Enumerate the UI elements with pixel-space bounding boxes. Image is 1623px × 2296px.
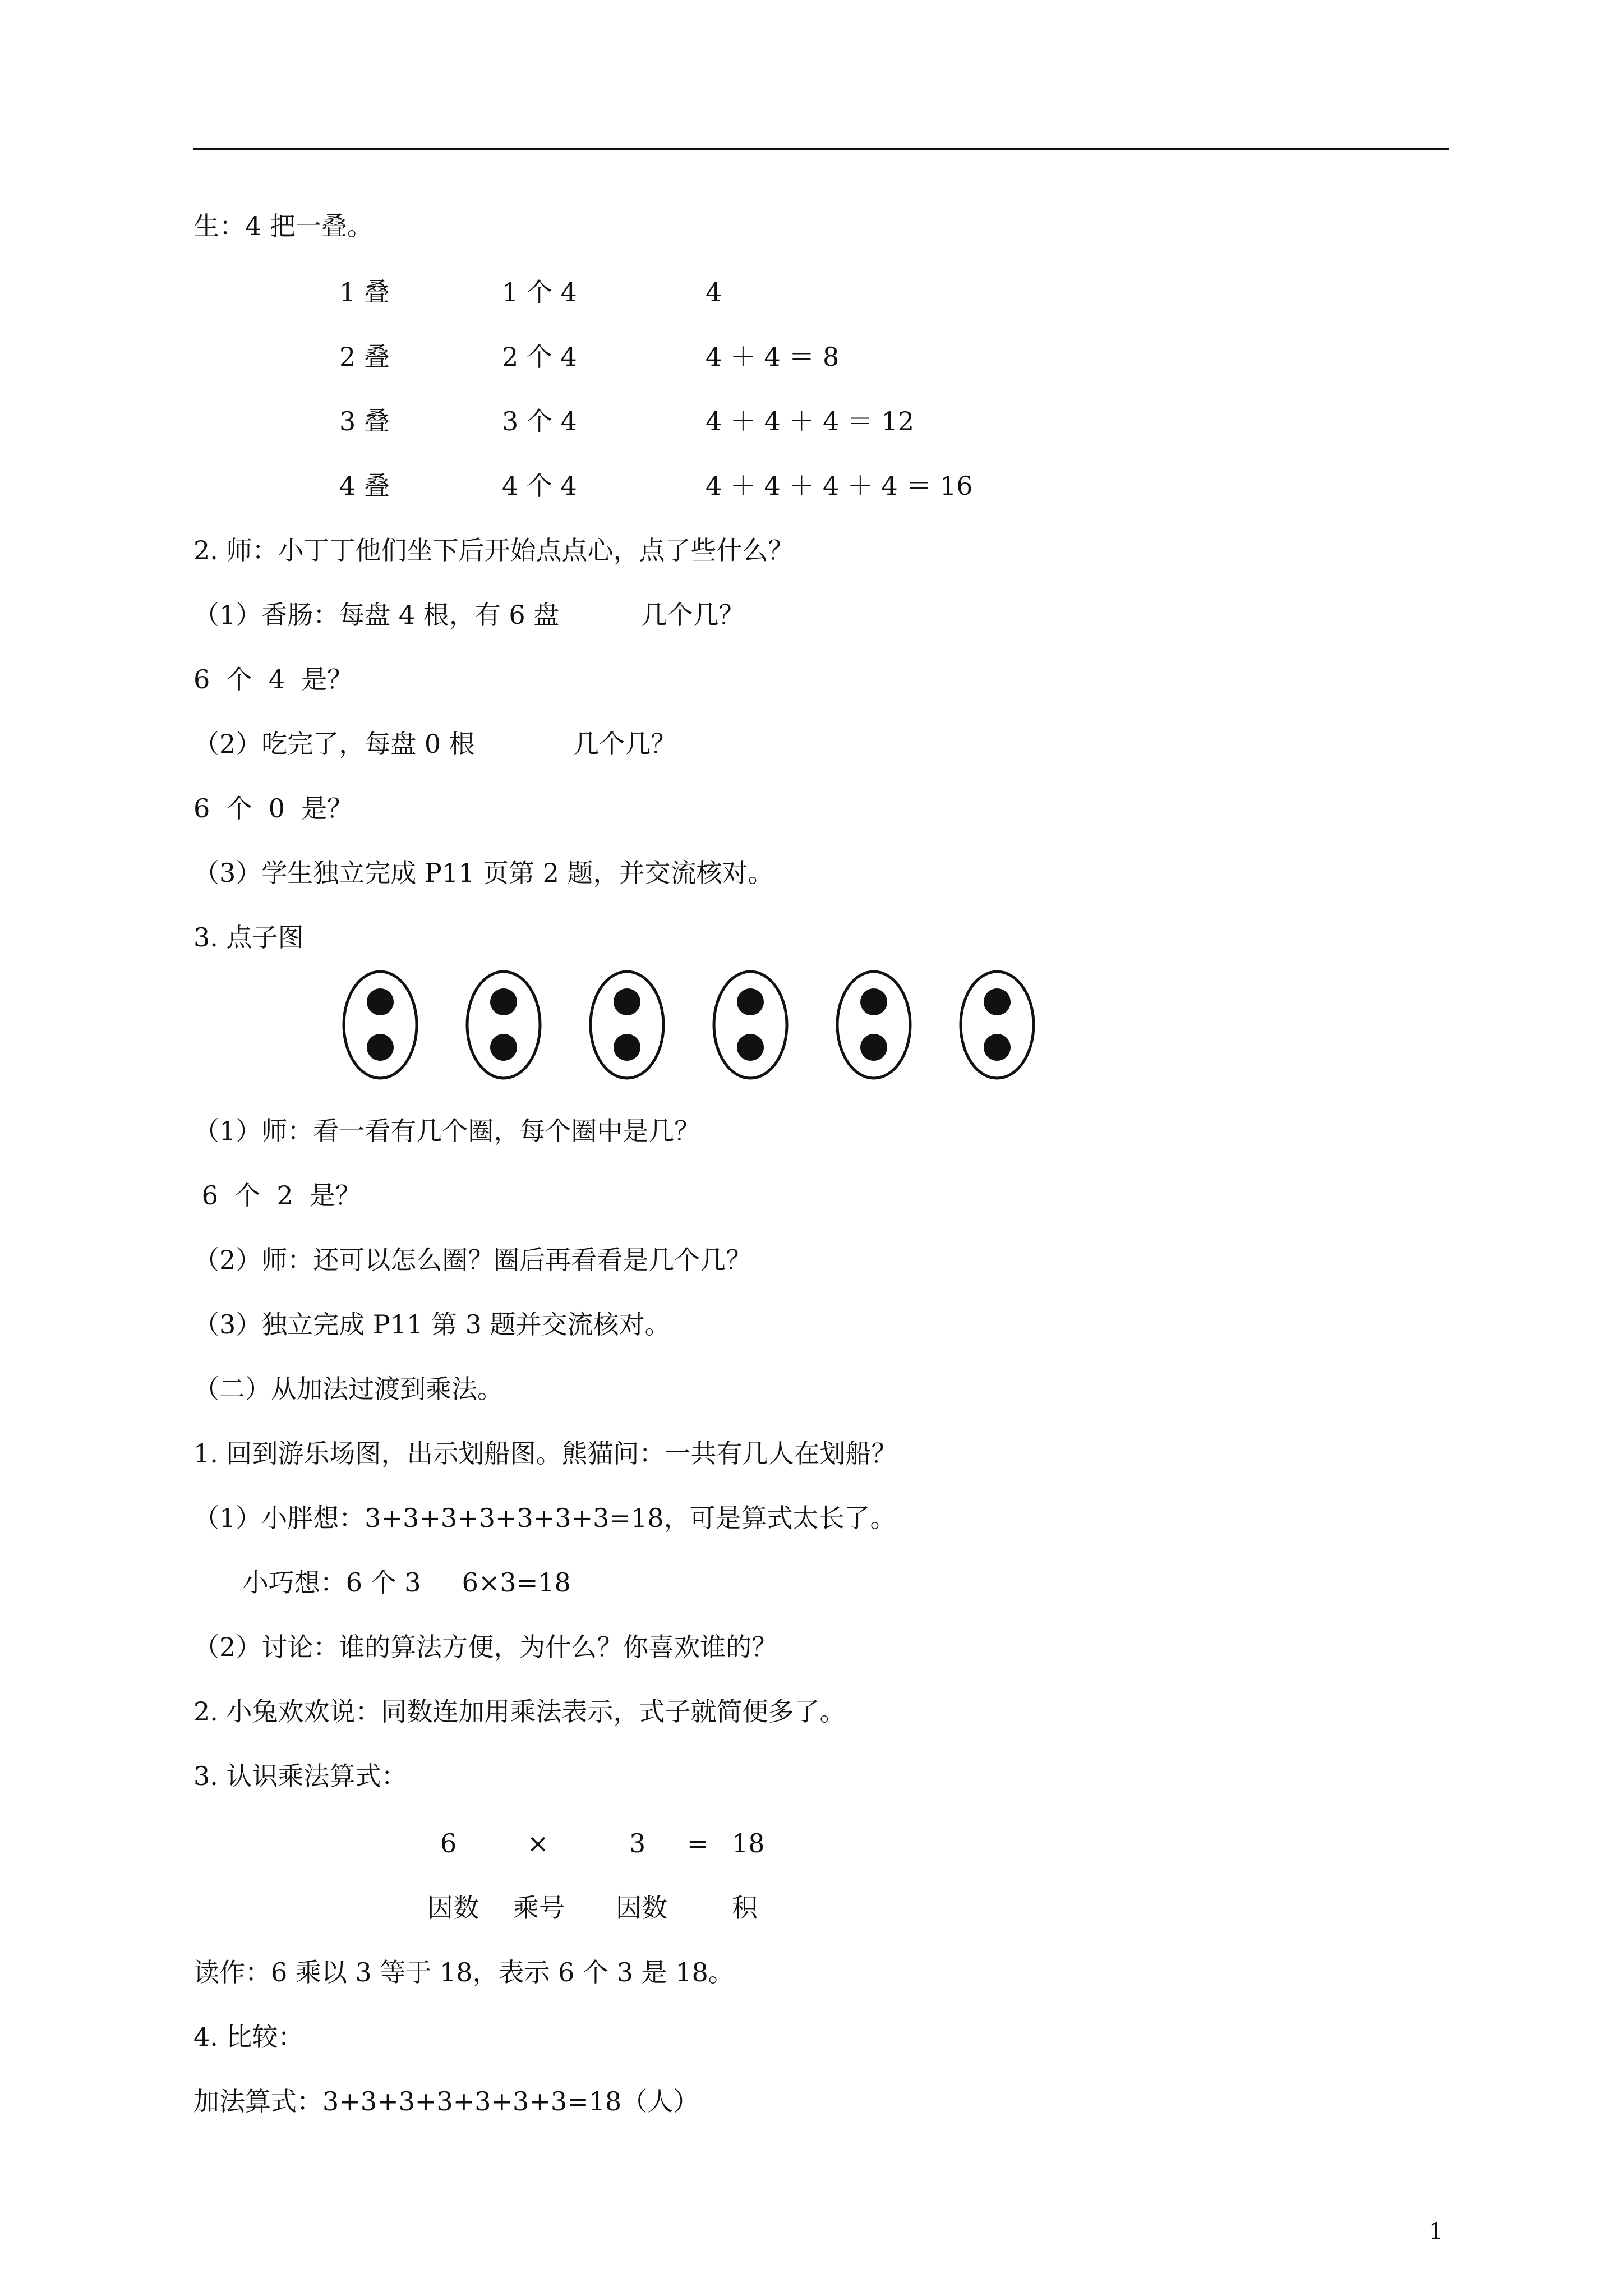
text-line: 读作：6 乘以 3 等于 18，表示 6 个 3 是 18。: [193, 1957, 734, 1987]
equation-label: 积: [732, 1893, 758, 1923]
text-line: （3）学生独立完成 P11 页第 2 题，并交流核对。: [193, 858, 774, 888]
text-line: 6 个 0 是？: [193, 793, 353, 823]
dot: [737, 988, 764, 1015]
table-cell: 1 叠: [339, 277, 390, 307]
equation-label: 因数: [427, 1893, 479, 1923]
table-cell: 4 ＋ 4 ＋ 4 ＝ 12: [706, 406, 915, 436]
text-line: 2. 师：小丁丁他们坐下后开始点点心，点了些什么？: [193, 535, 794, 565]
text-line: （3）独立完成 P11 第 3 题并交流核对。: [193, 1309, 671, 1340]
text-line: 3. 认识乘法算式：: [193, 1761, 407, 1791]
dot: [737, 1034, 764, 1061]
circle-outline: [837, 972, 910, 1078]
dot-group: [467, 972, 540, 1078]
circle-outline: [591, 972, 663, 1078]
circle-outline: [344, 972, 417, 1078]
circle-outline: [467, 972, 540, 1078]
dot: [984, 1034, 1011, 1061]
dot-group: [344, 972, 417, 1078]
table-cell: 4 ＋ 4 ＝ 8: [706, 342, 840, 372]
table-cell: 3 叠: [339, 406, 390, 436]
dot: [860, 1034, 887, 1061]
equation-product: 18: [732, 1828, 765, 1858]
dot: [490, 988, 517, 1015]
dot: [367, 1034, 394, 1061]
equation-equals: =: [687, 1828, 709, 1858]
table-cell: 4 ＋ 4 ＋ 4 ＋ 4 ＝ 16: [706, 471, 973, 501]
circle-outline: [714, 972, 787, 1078]
dot: [984, 988, 1011, 1015]
equation-factor: 3: [629, 1828, 646, 1858]
table-cell: 2 个 4: [502, 342, 577, 372]
table-cell: 4 个 4: [502, 471, 577, 501]
equation-operator: ×: [527, 1828, 549, 1858]
dot-group: [837, 972, 910, 1078]
table-cell: 4: [706, 277, 722, 307]
text-line: （2）师：还可以怎么圈？圈后再看看是几个几？: [193, 1245, 752, 1275]
text-line: （二）从加法过渡到乘法。: [193, 1374, 503, 1404]
dot-group: [714, 972, 787, 1078]
dot: [490, 1034, 517, 1061]
text-line: 1. 回到游乐场图，出示划船图。熊猫问：一共有几人在划船？: [193, 1438, 897, 1469]
equation-label: 因数: [616, 1893, 667, 1923]
text-line: 3. 点子图: [193, 922, 304, 953]
page-number: 1: [1429, 2219, 1444, 2244]
circle-outline: [961, 972, 1034, 1078]
text-line: 4. 比较：: [193, 2022, 304, 2052]
dot-group: [961, 972, 1034, 1078]
dot: [367, 988, 394, 1015]
text-line: 6 个 4 是？: [193, 664, 353, 694]
text-line: （1）小胖想：3+3+3+3+3+3+3=18，可是算式太长了。: [193, 1503, 896, 1533]
text-line: （1）香肠：每盘 4 根，有 6 盘 几个几？: [193, 600, 745, 630]
table-cell: 4 叠: [339, 471, 390, 501]
table-cell: 2 叠: [339, 342, 390, 372]
text-line: 加法算式：3+3+3+3+3+3+3=18（人）: [193, 2086, 699, 2116]
equation-factor: 6: [440, 1828, 457, 1858]
text-line: （2）讨论：谁的算法方便，为什么？你喜欢谁的？: [193, 1632, 778, 1662]
table-cell: 1 个 4: [502, 277, 577, 307]
text-line: 2. 小兔欢欢说：同数连加用乘法表示，式子就简便多了。: [193, 1696, 846, 1727]
text-line: （2）吃完了，每盘 0 根 几个几？: [193, 729, 677, 759]
dot: [614, 1034, 640, 1061]
text-line: 小巧想：6 个 3 6×3=18: [193, 1567, 571, 1598]
dot: [860, 988, 887, 1015]
dot-diagram: [336, 966, 1054, 1084]
text-line: 生：4 把一叠。: [193, 211, 373, 241]
header-rule: [193, 148, 1449, 150]
table-cell: 3 个 4: [502, 406, 577, 436]
dot: [614, 988, 640, 1015]
text-line: 6 个 2 是？: [193, 1180, 361, 1211]
dot-group: [591, 972, 663, 1078]
equation-label: 乘号: [513, 1893, 565, 1923]
text-line: （1）师：看一看有几个圈，每个圈中是几？: [193, 1116, 700, 1146]
